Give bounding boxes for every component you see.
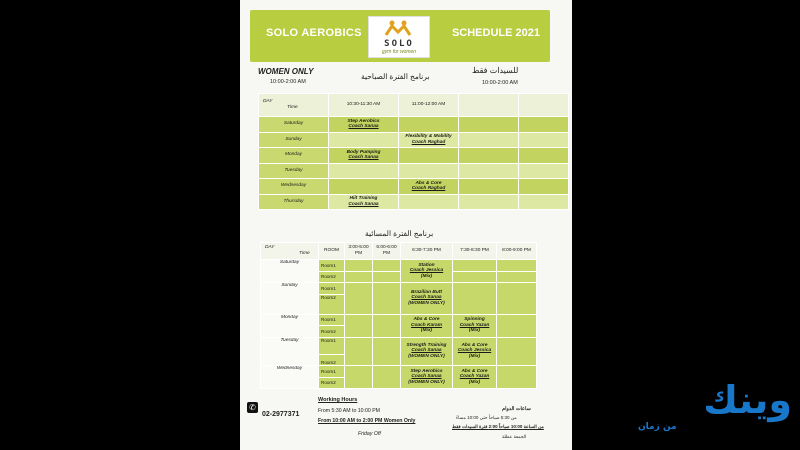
class-title: Abs & Core [461, 368, 488, 374]
class-cell [401, 337, 453, 366]
room-cell: Room2 [319, 294, 345, 314]
slot-header: 5:00-6:00 PM [373, 243, 401, 260]
morning-schedule-table [258, 93, 569, 210]
class-cell [453, 366, 497, 389]
empty-cell [373, 283, 401, 315]
slot-header: 6:30-7:30 PM [401, 243, 453, 260]
site-watermark [632, 378, 792, 438]
class-note: (Mix) [420, 273, 433, 279]
gym-logo [368, 16, 430, 58]
class-note: (Mix) [468, 354, 481, 359]
empty-cell [459, 117, 519, 133]
coach-name: Coach Jessica [457, 348, 492, 354]
empty-cell [373, 366, 401, 389]
schedule-year: SCHEDULE 2021 [451, 27, 540, 39]
day-cell: Saturday [259, 117, 329, 133]
coach-name: Coach Sanaa [348, 155, 379, 161]
room-cell: Room2 [319, 271, 345, 283]
room-cell: Room1 [319, 366, 345, 378]
empty-cell [345, 314, 373, 337]
empty-cell [459, 132, 519, 148]
empty-cell [345, 337, 373, 366]
coach-name: Coach Sanaa [348, 124, 379, 130]
evening-program-title: برنامج الفترة المسائية [365, 229, 434, 238]
empty-cell [345, 260, 373, 272]
class-title: Abs & Core [461, 342, 488, 348]
working-hours-line-arabic: من 5:30 صباحاً حتى 10:00 مساءً [456, 415, 517, 420]
class-cell [401, 283, 453, 315]
empty-cell [497, 271, 537, 283]
empty-header [459, 94, 519, 117]
empty-cell [373, 314, 401, 337]
day-cell: Tuesday [259, 163, 329, 179]
class-title: Hiit Training [349, 196, 378, 202]
class-title: Abs & Core [415, 180, 442, 186]
class-note: (Mix) [468, 328, 481, 334]
class-title: Spinning [464, 317, 485, 323]
room-cell: Room2 [319, 354, 345, 366]
empty-header [519, 94, 569, 117]
class-note: (Mix) [420, 328, 433, 334]
empty-cell [373, 271, 401, 283]
table-row [261, 337, 537, 354]
watermark-main: وينك [703, 378, 792, 422]
class-title: Step Aerobics [410, 368, 443, 374]
class-note: (WOMEN ONLY) [408, 379, 445, 385]
women-hours-line-arabic: من الساعة 10:00 صباحاً 2:00 فترة السيدات فقط [452, 424, 544, 429]
class-title: Step Aerobics [347, 118, 380, 124]
empty-cell [459, 179, 519, 195]
gym-title: SOLO AEROBICS [266, 27, 362, 39]
day-off-line: Friday Off [358, 431, 381, 437]
slot-header: 11:00-12:00 AM [399, 94, 459, 117]
evening-schedule-table [260, 242, 537, 389]
room-cell: Room1 [319, 260, 345, 272]
empty-cell [519, 179, 569, 195]
empty-cell [497, 260, 537, 272]
class-cell [329, 179, 399, 195]
working-hours-title: Working Hours [318, 397, 358, 403]
empty-cell [519, 194, 569, 210]
women-hours: 10:00-2:00 AM [270, 79, 306, 85]
empty-cell [345, 283, 373, 315]
day-header: DAY [263, 99, 273, 105]
empty-cell [345, 271, 373, 283]
class-title: Brazilian Butt [411, 289, 442, 295]
coach-name: Coach Raghad [411, 139, 446, 145]
empty-cell [519, 163, 569, 179]
coach-name: Coach Sanaa [411, 374, 442, 380]
class-title: Flexibility & Mobility [405, 134, 452, 140]
empty-cell [373, 260, 401, 272]
day-cell: Thursday [259, 194, 329, 210]
women-hours-arabic: 10:00-2:00 AM [482, 80, 518, 86]
room-cell: Room1 [319, 337, 345, 354]
room-cell: Room2 [319, 326, 345, 338]
coach-name: Coach Karam [411, 322, 442, 328]
women-only-arabic: للسيدات فقط [472, 66, 519, 75]
class-cell [399, 163, 459, 179]
day-cell: Tuesday [261, 337, 319, 366]
empty-cell [497, 366, 537, 389]
watermark-sub: من زمان [638, 422, 677, 432]
class-cell [399, 132, 459, 148]
empty-cell [519, 148, 569, 164]
class-title: Abs & Core [413, 317, 440, 323]
empty-cell [497, 314, 537, 337]
day-cell: Sunday [259, 132, 329, 148]
class-cell [399, 194, 459, 210]
class-title: Station [418, 262, 435, 268]
day-time-header [261, 243, 319, 260]
coach-name: Coach Sanaa [411, 348, 442, 354]
day-cell: Monday [259, 148, 329, 164]
class-cell [399, 148, 459, 164]
day-time-header [259, 94, 329, 117]
slot-header: 3:00-5:00 PM [345, 243, 373, 260]
empty-cell [459, 194, 519, 210]
morning-program-title: برنامج الفترة الصباحية [361, 72, 430, 81]
day-off-line-arabic: الجمعة عطلة [502, 434, 527, 439]
phone-number: 02-2977371 [262, 411, 300, 418]
table-row [259, 117, 569, 133]
class-note: (WOMEN ONLY) [408, 354, 445, 359]
table-row [259, 132, 569, 148]
table-row [259, 194, 569, 210]
coach-name: Coach Sanaa [348, 201, 379, 207]
class-cell [329, 132, 399, 148]
class-title: Strength Training [406, 342, 447, 348]
working-hours-line: From 5:30 AM to 10:00 PM [318, 408, 380, 414]
room-header: ROOM [319, 243, 345, 260]
coach-name: Coach Sanaa [411, 295, 442, 301]
class-title: Body Pumping [346, 149, 381, 155]
phone-icon: ✆ [247, 402, 258, 413]
table-row [261, 283, 537, 295]
day-header: DAY [265, 245, 275, 251]
class-cell [401, 260, 453, 283]
empty-cell [453, 271, 497, 283]
room-cell: Room1 [319, 314, 345, 326]
empty-cell [519, 117, 569, 133]
empty-cell [497, 283, 537, 315]
coach-name: Coach Yazan [459, 374, 490, 380]
class-cell [399, 179, 459, 195]
empty-cell [345, 366, 373, 389]
day-cell: Wednesday [259, 179, 329, 195]
logo-word: SOLO [384, 39, 414, 49]
coach-name: Coach Raghad [411, 186, 446, 192]
room-cell: Room1 [319, 283, 345, 295]
header-banner [250, 10, 550, 62]
class-cell [401, 314, 453, 337]
empty-cell [459, 148, 519, 164]
room-cell: Room2 [319, 377, 345, 389]
women-only-label: WOMEN ONLY [258, 67, 314, 76]
table-row [259, 148, 569, 164]
logo-tagline: gym for women [381, 49, 417, 55]
time-header: Time [299, 251, 310, 256]
empty-cell [453, 260, 497, 272]
empty-cell [519, 132, 569, 148]
empty-cell [373, 337, 401, 366]
slot-header: 7:30-8:30 PM [453, 243, 497, 260]
table-row [261, 260, 537, 272]
class-cell [453, 314, 497, 337]
day-cell: Saturday [261, 260, 319, 283]
slot-header: 10:30-11:30 AM [329, 94, 399, 117]
class-cell [329, 163, 399, 179]
schedule-flyer [240, 0, 572, 450]
class-note: (WOMEN ONLY) [408, 301, 445, 306]
two-figures-logo-icon [383, 20, 413, 36]
table-row [261, 314, 537, 326]
table-header-row [261, 243, 537, 260]
class-cell [453, 337, 497, 366]
day-cell: Sunday [261, 283, 319, 315]
coach-name: Coach Yazan [459, 322, 490, 328]
women-hours-line: From 10:00 AM to 2:00 PM Women Only [318, 418, 416, 424]
table-row [259, 179, 569, 195]
table-header-row [259, 94, 569, 117]
class-cell [401, 366, 453, 389]
class-cell [399, 117, 459, 133]
day-cell: Wednesday [261, 366, 319, 389]
empty-cell [459, 163, 519, 179]
class-note: (Mix) [468, 379, 481, 385]
table-row [259, 163, 569, 179]
slot-header: 8:00-9:00 PM [497, 243, 537, 260]
class-cell [329, 117, 399, 133]
class-cell [329, 148, 399, 164]
working-hours-title-arabic: ساعات الدوام [502, 406, 531, 412]
coach-name: Coach Jessica [409, 268, 444, 274]
empty-cell [497, 337, 537, 366]
time-header: Time [287, 105, 298, 110]
empty-cell [453, 283, 497, 315]
table-row [261, 366, 537, 378]
class-cell [329, 194, 399, 210]
day-cell: Monday [261, 314, 319, 337]
